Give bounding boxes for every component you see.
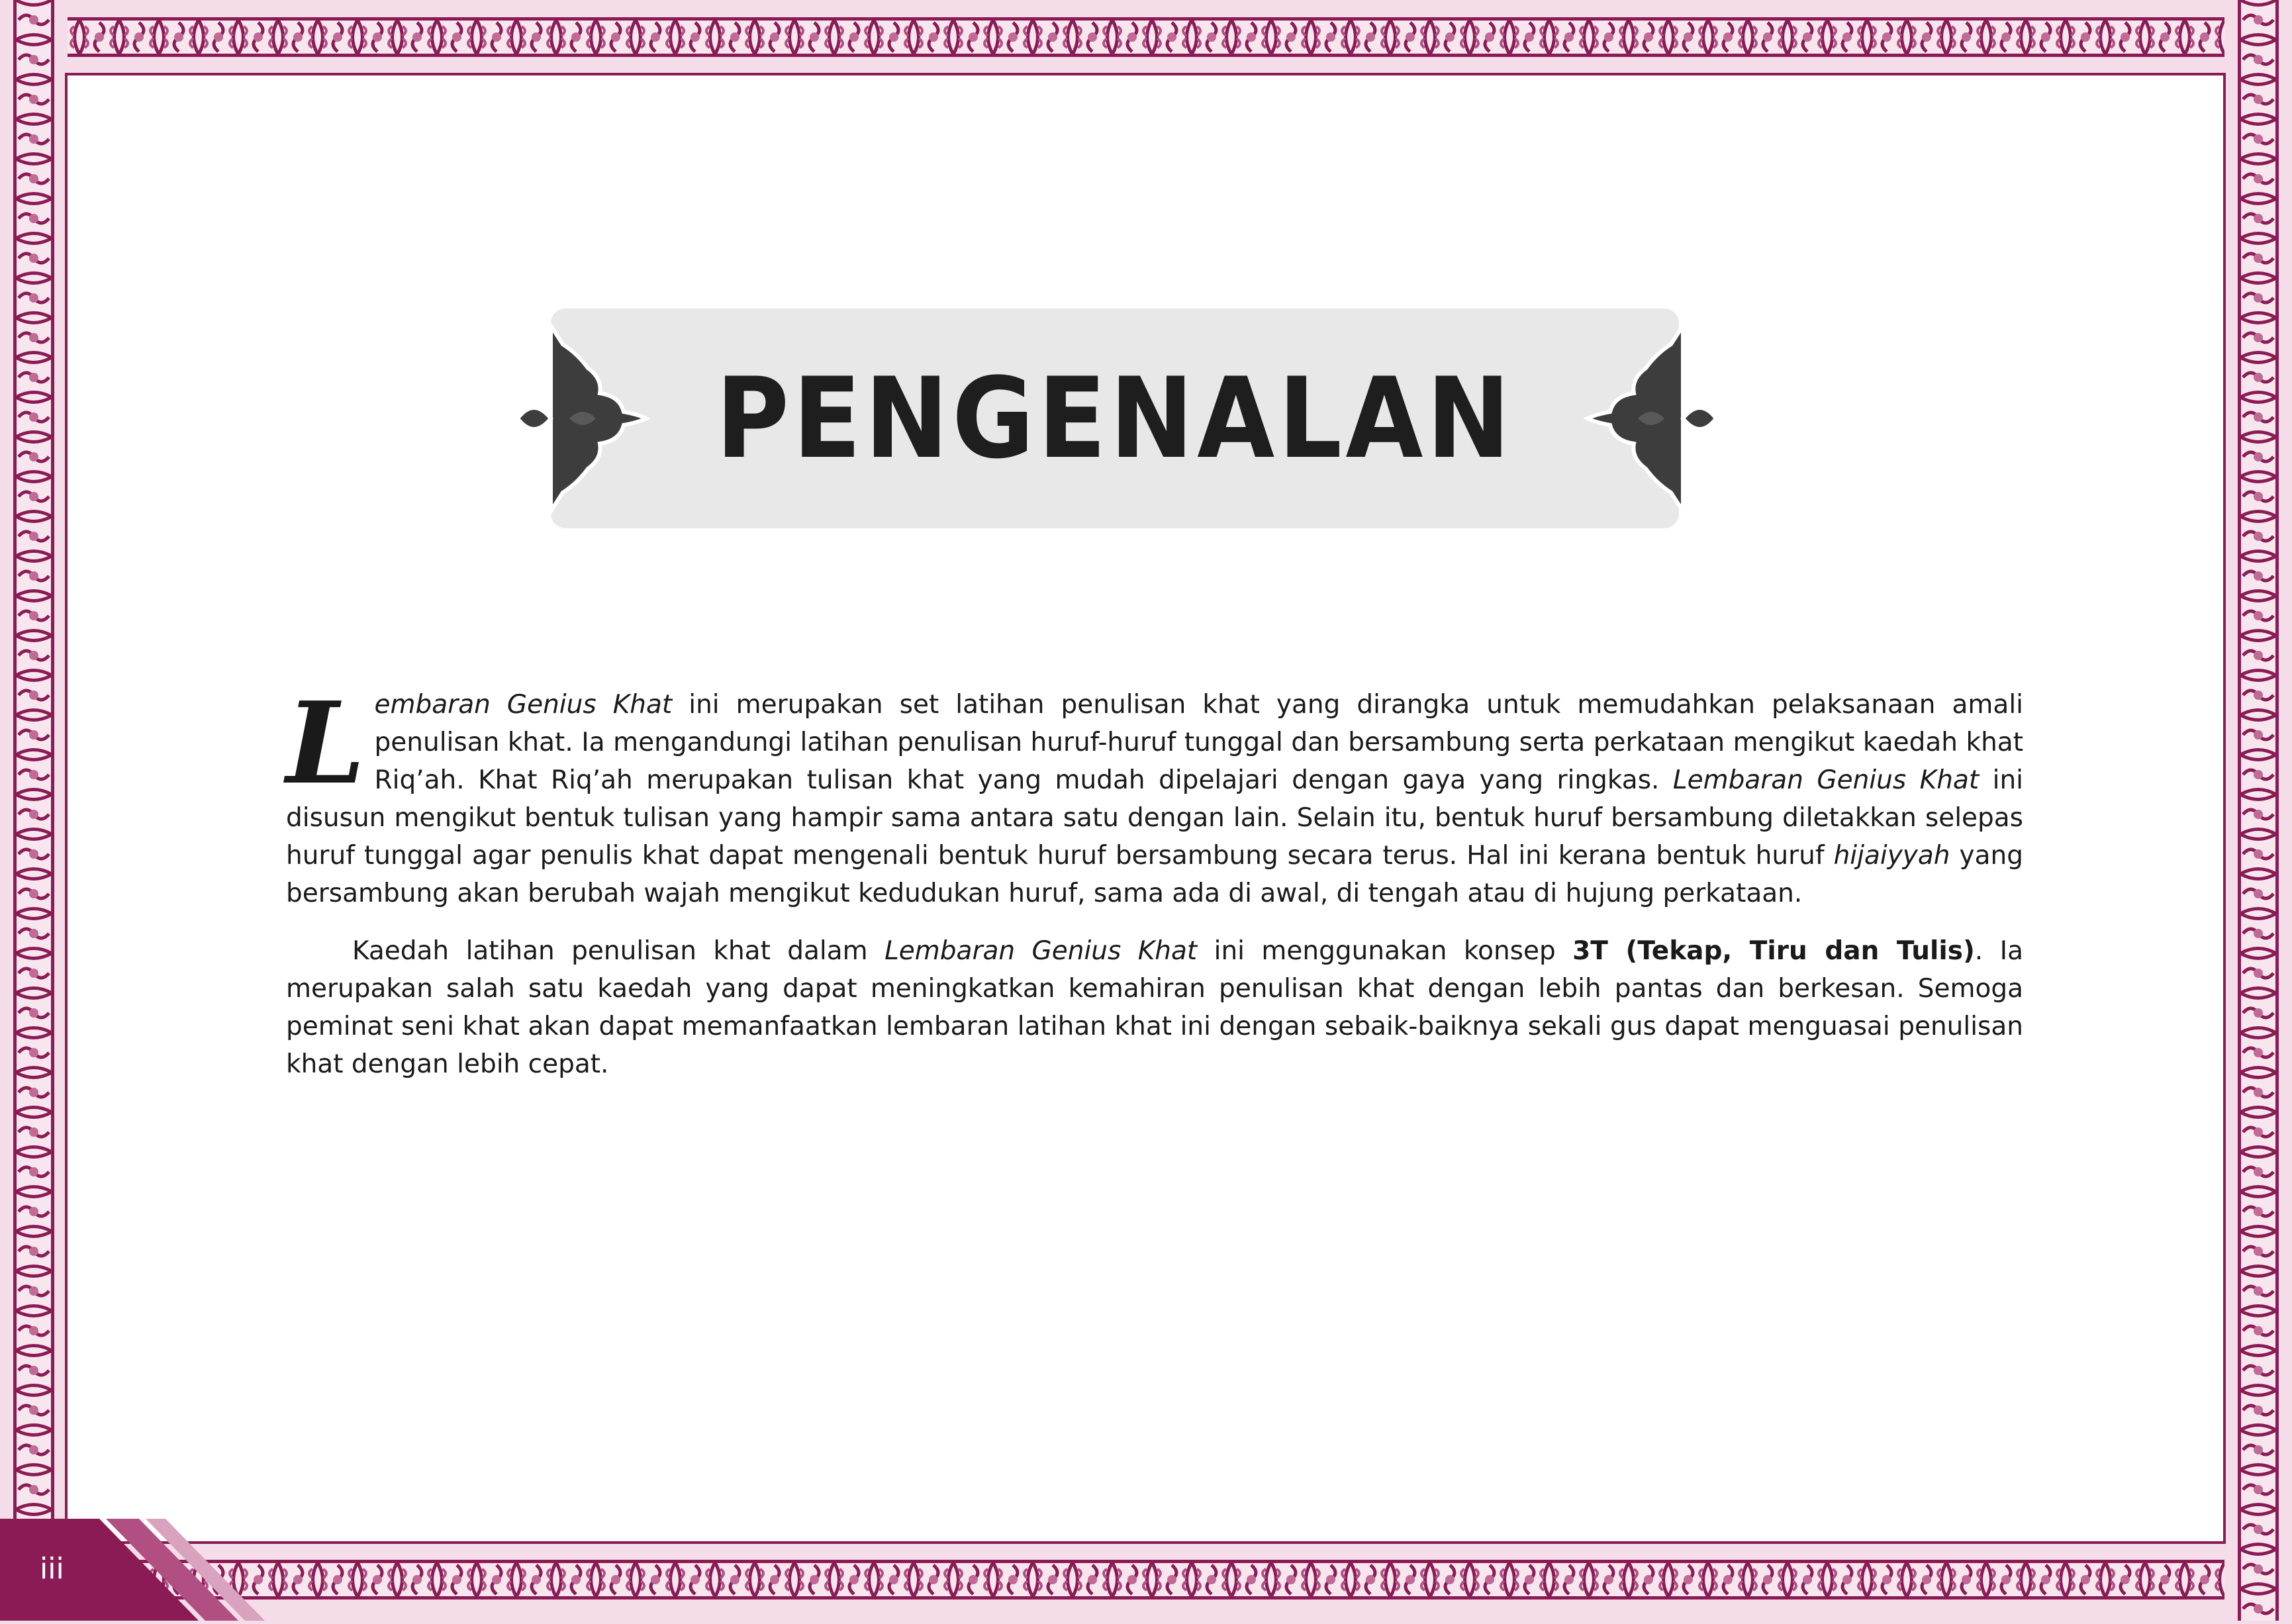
text-italic: Lembaran Genius Khat (1672, 765, 1980, 795)
text-run: ini menggunakan konsep (1197, 936, 1573, 966)
page-title: PENGENALAN (716, 354, 1514, 483)
text-run: yang bersambung akan berubah wajah mengikut kedudukan huruf, sama ada di awal, di tengah atau di hujung perkataan. (286, 841, 2023, 908)
text-run: ini disusun mengikut bentuk tulisan yang hampir sama antara satu dengan lain. Selain itu, bentuk huruf bersambung diletakkan selepas huruf tunggal agar penulis khat dapat mengenali bentuk huruf bersambung secara terus. Hal ini kerana bentuk huruf (286, 765, 2023, 871)
introduction-text (286, 677, 2024, 1083)
arabesque-flourish-left-icon (514, 319, 659, 521)
drop-cap: L (286, 677, 365, 810)
ornamental-border-left (0, 0, 68, 1621)
ornamental-border-right (2224, 0, 2292, 1621)
text-bold: 3T (Tekap, Tiru dan Tulis) (1572, 936, 1975, 966)
arabesque-flourish-right-icon (1574, 319, 1720, 521)
text-run: ini merupakan set latihan penulisan khat yang dirangka untuk memudahkan pelaksanaan amali penulisan khat. Ia mengandungi latihan penulisan huruf-huruf tunggal dan bersambung serta perkataan mengikut kaedah khat Riq’ah. Khat Riq’ah merupakan tulisan khat yang mudah dipelajari dengan gaya yang ringkas. (374, 690, 2023, 795)
text-italic: embaran Genius Khat (374, 690, 673, 720)
ornamental-border-top (0, 0, 2292, 74)
text-italic: Lembaran Genius Khat (884, 936, 1198, 966)
title-banner (551, 309, 1679, 528)
text-run: Kaedah latihan penulisan khat dalam (352, 936, 885, 966)
paragraph-1 (286, 677, 2023, 912)
paragraph-2 (286, 932, 2023, 1083)
page-number: iii (40, 1552, 64, 1586)
text-run: . Ia merupakan salah satu kaedah yang dapat meningkatkan kemahiran penulisan khat dengan lebih pantas dan berkesan. Semoga peminat seni khat akan dapat memanfaatkan lembaran latihan khat ini dengan sebaik-baiknya sekali gus dapat menguasai penulisan khat dengan lebih cepat. (286, 936, 2024, 1079)
text-italic: hijaiyyah (1833, 841, 1950, 871)
ornamental-border-bottom (0, 1543, 2292, 1621)
